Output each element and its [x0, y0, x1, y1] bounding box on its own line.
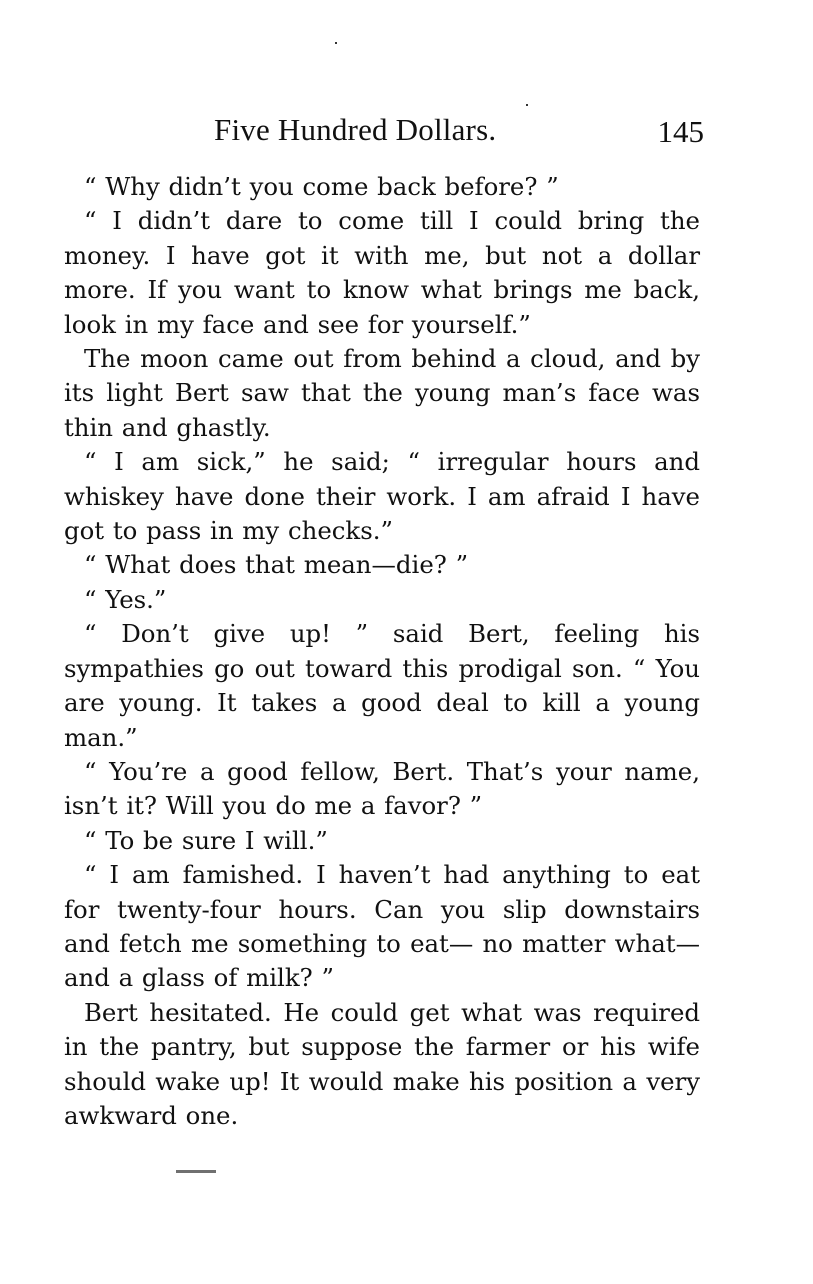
paragraph: “ Yes.” [84, 584, 167, 614]
paragraph: “ You’re a good fellow, Bert. That’s your name, isn’t it? Will you do me a favor? ” [64, 756, 700, 821]
page-header [64, 112, 704, 156]
paragraph: “ Don’t give up! ” said Bert, feeling his sympathies go out toward this prodigal son. “ You are young. It takes a good deal to kill a young man.” [64, 619, 700, 752]
paragraph: “ I am sick,” he said; “ irregular hours and whiskey have done their work. I am afraid I have got to pass in my checks.” [64, 447, 700, 546]
print-speck [335, 42, 337, 44]
print-speck [526, 104, 528, 106]
paragraph: Bert hesitated. He could get what was required in the pantry, but suppose the farmer or his wife should wake up! It would make his position a very awkward one. [64, 997, 700, 1130]
paragraph: “ Why didn’t you come back before? ” [84, 172, 559, 201]
body-text [64, 170, 700, 1133]
paragraph: “ I didn’t dare to come till I could bring the money. I have got it with me, but not a dollar more. If you want to know what brings me back, look in my face and see for yourself.” [64, 206, 700, 339]
paragraph: “ What does that mean—die? ” [84, 550, 469, 580]
page-number: 145 [657, 114, 704, 149]
paragraph: “ To be sure I will.” [84, 825, 328, 855]
paragraph: “ I am famished. I haven’t had anything to eat for twenty-four hours. Can you slip downstairs and fetch me something to eat— no matter what—and a glass of milk? ” [64, 860, 700, 993]
print-smudge [176, 1170, 216, 1173]
paragraph: The moon came out from behind a cloud, and by its light Bert saw that the young man’s face was thin and ghastly. [64, 344, 700, 442]
running-head: Five Hundred Dollars. [214, 112, 497, 147]
